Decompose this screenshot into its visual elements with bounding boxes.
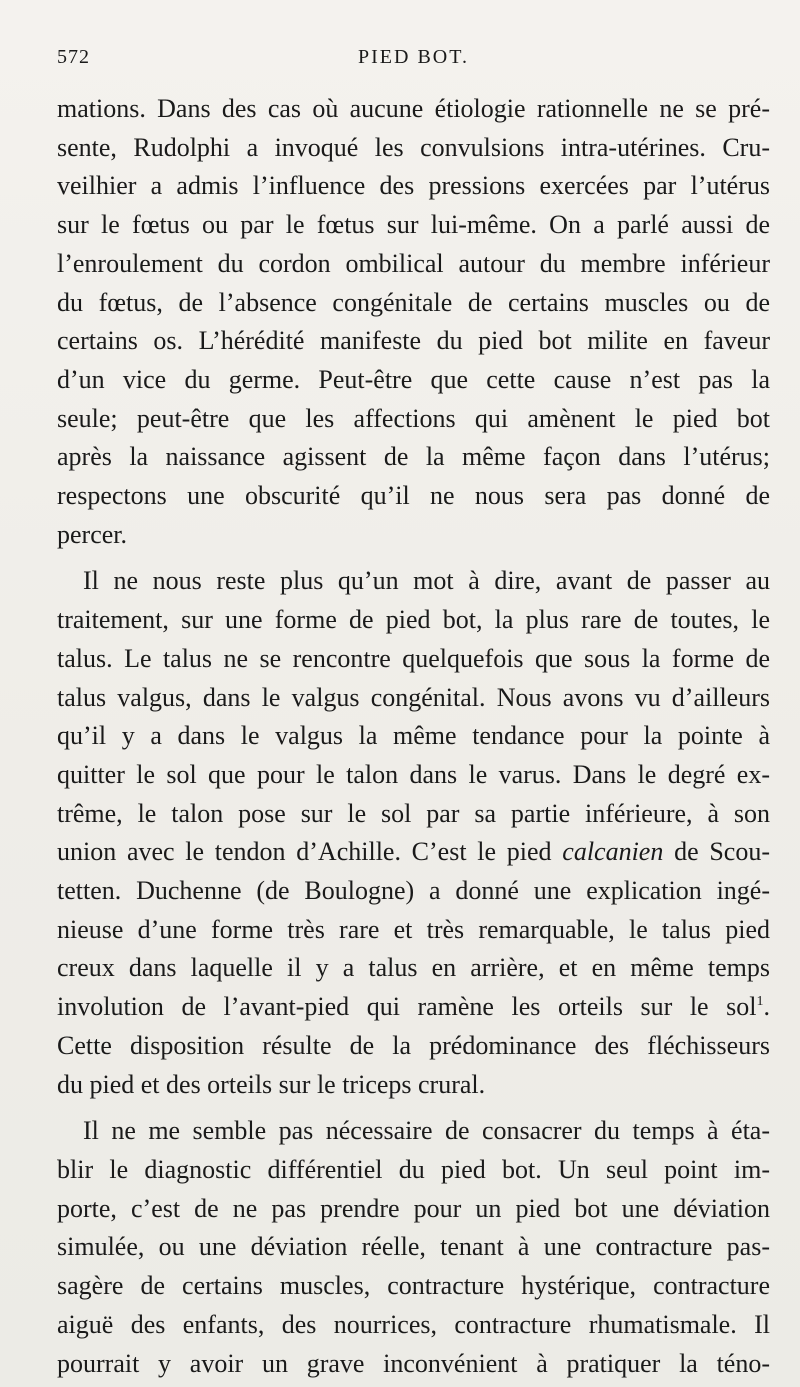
text-line: sente, Rudolphi a invoqué les convulsions intra-utérines. Cru- [57,132,770,162]
text-line: respectons une obscurité qu’il ne nous sera pas donné de [57,481,770,511]
text-line: Il ne me semble pas nécessaire de consacrer du temps à éta- [83,1116,770,1146]
text-line: pourrait y avoir un grave inconvénient à pratiquer la téno- [57,1348,770,1378]
text-line: certains os. L’hérédité manifeste du pied bot milite en faveur [57,326,770,356]
body-text [57,90,770,1383]
text-line: talus. Le talus ne se rencontre quelquefois que sous la forme de [57,643,770,673]
text-line: simulée, ou une déviation réelle, tenant à une contracture pas- [57,1232,770,1262]
text-line: d’un vice du germe. Peut-être que cette cause n’est pas la [57,364,770,394]
running-title: PIED BOT. [358,46,469,68]
text-segment: de Scou- [663,837,771,867]
text-line: nieuse d’une forme très rare et très remarquable, le talus pied [57,914,770,944]
text-line: l’enroulement du cordon ombilical autour du membre inférieur [57,248,770,278]
text-line: du pied et des orteils sur le triceps crural. [57,1069,486,1099]
paragraph-2 [57,562,770,1104]
text-line: porte, c’est de ne pas prendre pour un pied bot une déviation [57,1193,770,1223]
text-line: creux dans laquelle il y a talus en arrière, et en même temps [57,953,770,983]
text-line: du fœtus, de l’absence congénitale de certains muscles ou de [57,287,770,317]
italic-term: calcanien [562,837,664,867]
text-line: seule; peut-être que les affections qui amènent le pied bot [57,403,770,433]
text-line: sagère de certains muscles, contracture hystérique, contracture [57,1271,770,1301]
text-line: percer. [57,519,128,549]
text-line: sur le fœtus ou par le fœtus sur lui-même. On a parlé aussi de [57,210,770,240]
text-line: qu’il y a dans le valgus la même tendance pour la pointe à [57,721,770,751]
text-line: quitter le sol que pour le talon dans le varus. Dans le degré ex- [57,759,770,789]
text-line: Il ne nous reste plus qu’un mot à dire, avant de passer au [83,566,770,596]
text-segment: involution de l’avant-pied qui ramène les orteils sur le sol [57,992,757,1022]
text-line: traitement, sur une forme de pied bot, la plus rare de toutes, le [57,605,770,635]
text-line: trême, le talon pose sur le sol par sa partie inférieure, à son [57,798,770,828]
text-line: tetten. Duchenne (de Boulogne) a donné une explication ingé- [57,876,770,906]
paragraph-3 [57,1112,770,1383]
text-line: blir le diagnostic différentiel du pied bot. Un seul point im- [57,1154,770,1184]
footnote-mark: 1 [756,994,764,1010]
text-line: après la naissance agissent de la même façon dans l’utérus; [57,442,770,472]
text-line-with-footnote [57,988,770,1027]
text-line: Cette disposition résulte de la prédominance des fléchisseurs [57,1030,770,1060]
text-line: aiguë des enfants, des nourrices, contracture rhumatismale. Il [57,1309,770,1339]
running-header [57,0,770,88]
text-line: talus valgus, dans le valgus congénital. Nous avons vu d’ailleurs [57,682,770,712]
text-line: mations. Dans des cas où aucune étiologie rationnelle ne se pré- [57,94,770,123]
text-segment: . [763,992,770,1022]
text-segment: union avec le tendon d’Achille. C’est le pied [57,837,563,867]
page-number: 572 [57,46,90,68]
text-line-with-italic [57,833,770,872]
paragraph-1 [57,90,770,554]
text-line: veilhier a admis l’influence des pressions exercées par l’utérus [57,171,770,201]
